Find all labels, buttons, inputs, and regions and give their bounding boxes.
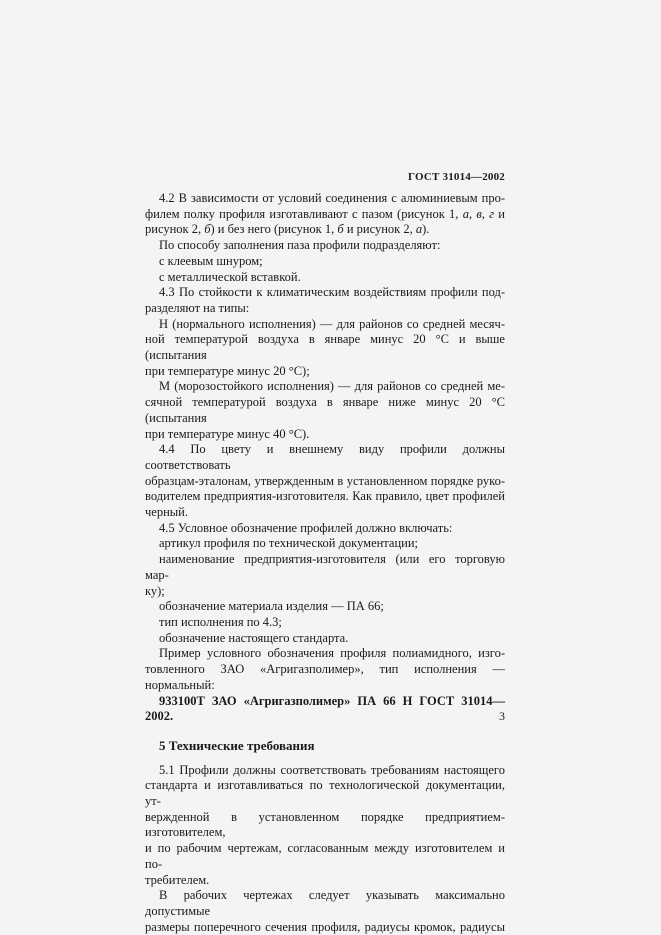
type-n-line-3: при температуре минус 20 °С);: [145, 363, 310, 378]
list-item: тип исполнения по 4.3;: [159, 614, 282, 629]
type-n-line-2: ной температурой воздуха в январе минус 20 °С и выше (испытания: [145, 332, 505, 363]
list-item: обозначение материала изделия — ПА 66;: [159, 599, 384, 614]
type-m-line-2: сячной температурой воздуха в январе ниже минус 20 °С (испытания: [145, 395, 505, 425]
paragraph-4-4-line-1: 4.4 По цвету и внешнему виду профили должны соответствовать: [145, 442, 505, 472]
page-number: 3: [499, 709, 505, 723]
paragraph-4-4-line-4: черный.: [145, 505, 188, 520]
paragraph-5-1-line-5: требителем.: [145, 872, 210, 887]
type-m-line-1: М (морозостойкого исполнения) — для районов со средней ме-: [159, 379, 505, 394]
list-item: артикул профиля по технической документации;: [159, 536, 419, 551]
paragraph-4-3-line-1: 4.3 По стойкости к климатическим воздействиям профили под-: [159, 285, 505, 300]
paragraph-4-4-line-3: водителем предприятия-изготовителя. Как правило, цвет профилей: [145, 489, 505, 504]
paragraph-5-1-line-1: 5.1 Профили должны соответствовать требованиям настоящего: [159, 762, 505, 777]
paragraph-5-1-line-2: стандарта и изготавливаться по технологической документации, ут-: [145, 778, 505, 809]
drawings-line-2: размеры поперечного сечения профиля, радиусы кромок, радиусы: [145, 919, 505, 934]
example-line-2: товленного ЗАО «Агригазполимер», тип исполнения — нормальный:: [145, 662, 505, 692]
list-item-continuation: ку);: [145, 583, 165, 598]
example-designation: 933100Т ЗАО «Агригазполимер» ПА 66 Н ГОСТ 31014—2002.: [145, 693, 505, 724]
paragraph-4-2-line-1: 4.2 В зависимости от условий соединения с алюминиевым про-: [159, 191, 505, 205]
standard-header: ГОСТ 31014—2002: [408, 171, 505, 183]
fill-method-intro: По способу заполнения паза профили подразделяют:: [159, 238, 441, 253]
paragraph-4-5: 4.5 Условное обозначение профилей должно включать:: [159, 520, 453, 535]
paragraph-5-1-line-3: вержденной в установленном порядке предприятием-изготовителем,: [145, 809, 505, 840]
fill-method-item: с клеевым шнуром;: [159, 253, 263, 268]
section-5-title: 5 Технические требования: [159, 737, 315, 753]
paragraph-4-4-line-2: образцам-эталонам, утвержденным в установленном порядке руко-: [145, 473, 505, 488]
type-m-line-3: при температуре минус 40 °С).: [145, 426, 310, 441]
drawings-line-1: В рабочих чертежах следует указывать максимально допустимые: [145, 888, 505, 918]
paragraph-4-2-line-2: филем полку профиля изготавливают с пазом (рисунок 1, а, в, г и: [145, 206, 505, 221]
fill-method-item: с металлической вставкой.: [159, 269, 301, 284]
paragraph-4-3-line-2: разделяют на типы:: [145, 300, 250, 315]
paragraph-5-1-line-4: и по рабочим чертежам, согласованным между изготовителем и по-: [145, 841, 505, 871]
paragraph-4-2-line-3: рисунок 2, б) и без него (рисунок 1, б и рисунок 2, а).: [145, 222, 430, 237]
list-item: наименование предприятия-изготовителя (или его торговую мар-: [145, 552, 505, 582]
list-item: обозначение настоящего стандарта.: [159, 630, 349, 645]
type-n-line-1: Н (нормального исполнения) — для районов со средней месяч-: [159, 316, 505, 331]
example-line-1: Пример условного обозначения профиля полиамидного, изго-: [159, 646, 505, 661]
document-body: [145, 191, 505, 935]
